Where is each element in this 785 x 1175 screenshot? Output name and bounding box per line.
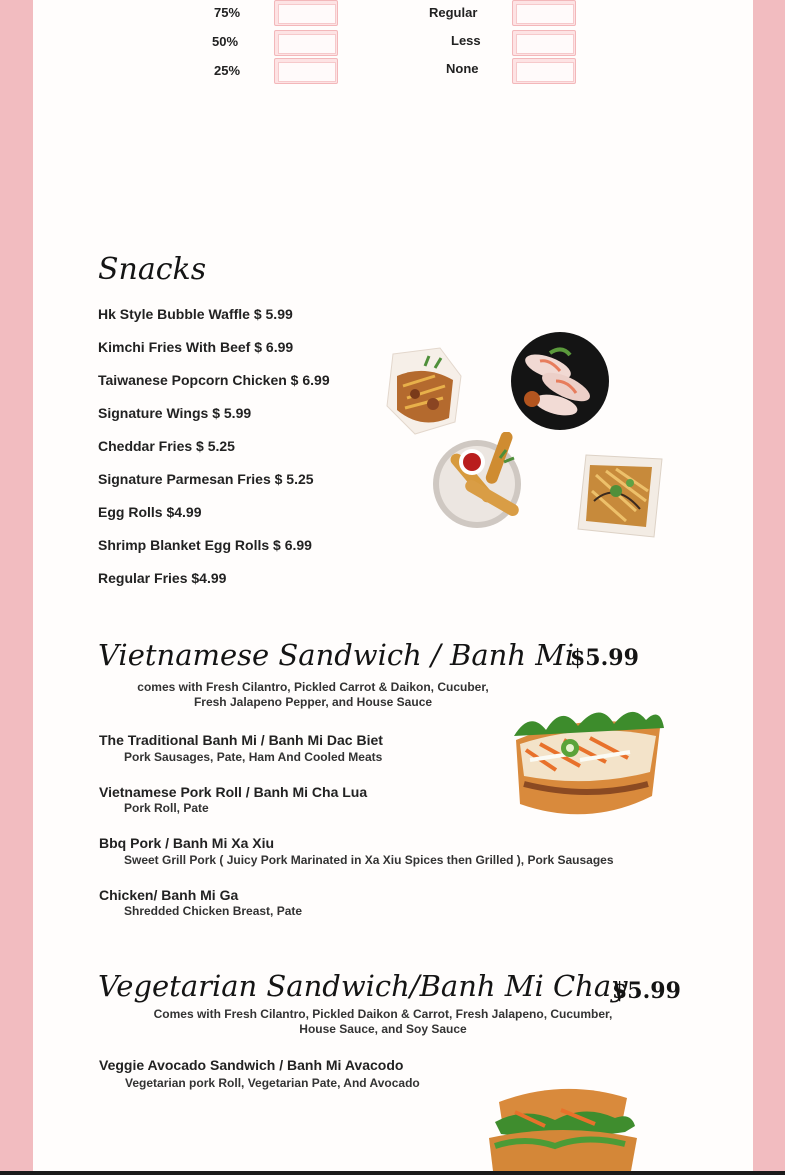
- veggie-price: $5.99: [612, 978, 681, 1004]
- snack-item: Signature Wings $ 5.99: [98, 405, 252, 421]
- ice-checkbox-none[interactable]: [512, 58, 576, 84]
- snack-item: Hk Style Bubble Waffle $ 5.99: [98, 306, 293, 322]
- spring-rolls-photo: [510, 331, 610, 431]
- banhmi-description-line1: comes with Fresh Cilantro, Pickled Carrot & Daikon, Cucuber,: [137, 680, 489, 694]
- parmesan-fries-photo: [576, 451, 666, 539]
- snack-item: Cheddar Fries $ 5.25: [98, 438, 235, 454]
- veggie-description-line2: House Sauce, and Soy Sauce: [299, 1022, 467, 1036]
- veggie-sandwich-photo: [485, 1082, 641, 1171]
- egg-rolls-photo: [422, 432, 532, 537]
- snack-item: Egg Rolls $4.99: [98, 504, 202, 520]
- banhmi-item-sub: Pork Roll, Pate: [124, 801, 209, 815]
- ice-checkbox-regular[interactable]: [512, 0, 576, 26]
- snacks-title: Snacks: [98, 252, 207, 287]
- snack-item: Shrimp Blanket Egg Rolls $ 6.99: [98, 537, 312, 553]
- banhmi-item-sub: Pork Sausages, Pate, Ham And Cooled Meats: [124, 750, 383, 764]
- sweetness-option-25: 25%: [214, 63, 241, 78]
- snack-item: Taiwanese Popcorn Chicken $ 6.99: [98, 372, 330, 388]
- banhmi-item-name: Chicken/ Banh Mi Ga: [99, 887, 239, 903]
- ice-option-regular: Regular: [429, 5, 478, 20]
- banhmi-description-line2: Fresh Jalapeno Pepper, and House Sauce: [193, 695, 433, 709]
- banhmi-item-name: Vietnamese Pork Roll / Banh Mi Cha Lua: [99, 784, 368, 800]
- snack-item: Signature Parmesan Fries $ 5.25: [98, 471, 314, 487]
- banhmi-item-name: The Traditional Banh Mi / Banh Mi Dac Biet: [99, 732, 383, 748]
- banhmi-price: $5.99: [570, 645, 639, 671]
- banhmi-item-name: Bbq Pork / Banh Mi Xa Xiu: [99, 835, 275, 851]
- kimchi-fries-photo: [385, 346, 465, 436]
- banhmi-item-sub: Sweet Grill Pork ( Juicy Pork Marinated in Xa Xiu Spices then Grilled ), Pork Sausages: [124, 853, 614, 867]
- veggie-title: Vegetarian Sandwich/Banh Mi Chay: [98, 969, 628, 1003]
- sweetness-option-50: 50%: [212, 34, 239, 49]
- veggie-item-name: Veggie Avocado Sandwich / Banh Mi Avacodo: [99, 1057, 404, 1073]
- veggie-description-line1: Comes with Fresh Cilantro, Pickled Daikon & Carrot, Fresh Jalapeno, Cucumber,: [153, 1007, 613, 1021]
- snack-item: Regular Fries $4.99: [98, 570, 227, 586]
- banhmi-title: Vietnamese Sandwich / Banh Mi: [98, 638, 575, 672]
- menu-page: [33, 0, 753, 1171]
- snack-item: Kimchi Fries With Beef $ 6.99: [98, 339, 294, 355]
- ice-option-less: Less: [451, 33, 481, 48]
- sweetness-checkbox-50[interactable]: [274, 30, 338, 56]
- sweetness-checkbox-25[interactable]: [274, 58, 338, 84]
- ice-option-none: None: [446, 61, 479, 76]
- banhmi-item-sub: Shredded Chicken Breast, Pate: [124, 904, 303, 918]
- sweetness-option-75: 75%: [214, 5, 241, 20]
- ice-checkbox-less[interactable]: [512, 30, 576, 56]
- bottom-edge: [0, 1171, 785, 1175]
- veggie-item-sub: Vegetarian pork Roll, Vegetarian Pate, And Avocado: [125, 1076, 420, 1090]
- banhmi-sandwich-photo: [510, 700, 666, 826]
- sweetness-checkbox-75[interactable]: [274, 0, 338, 26]
